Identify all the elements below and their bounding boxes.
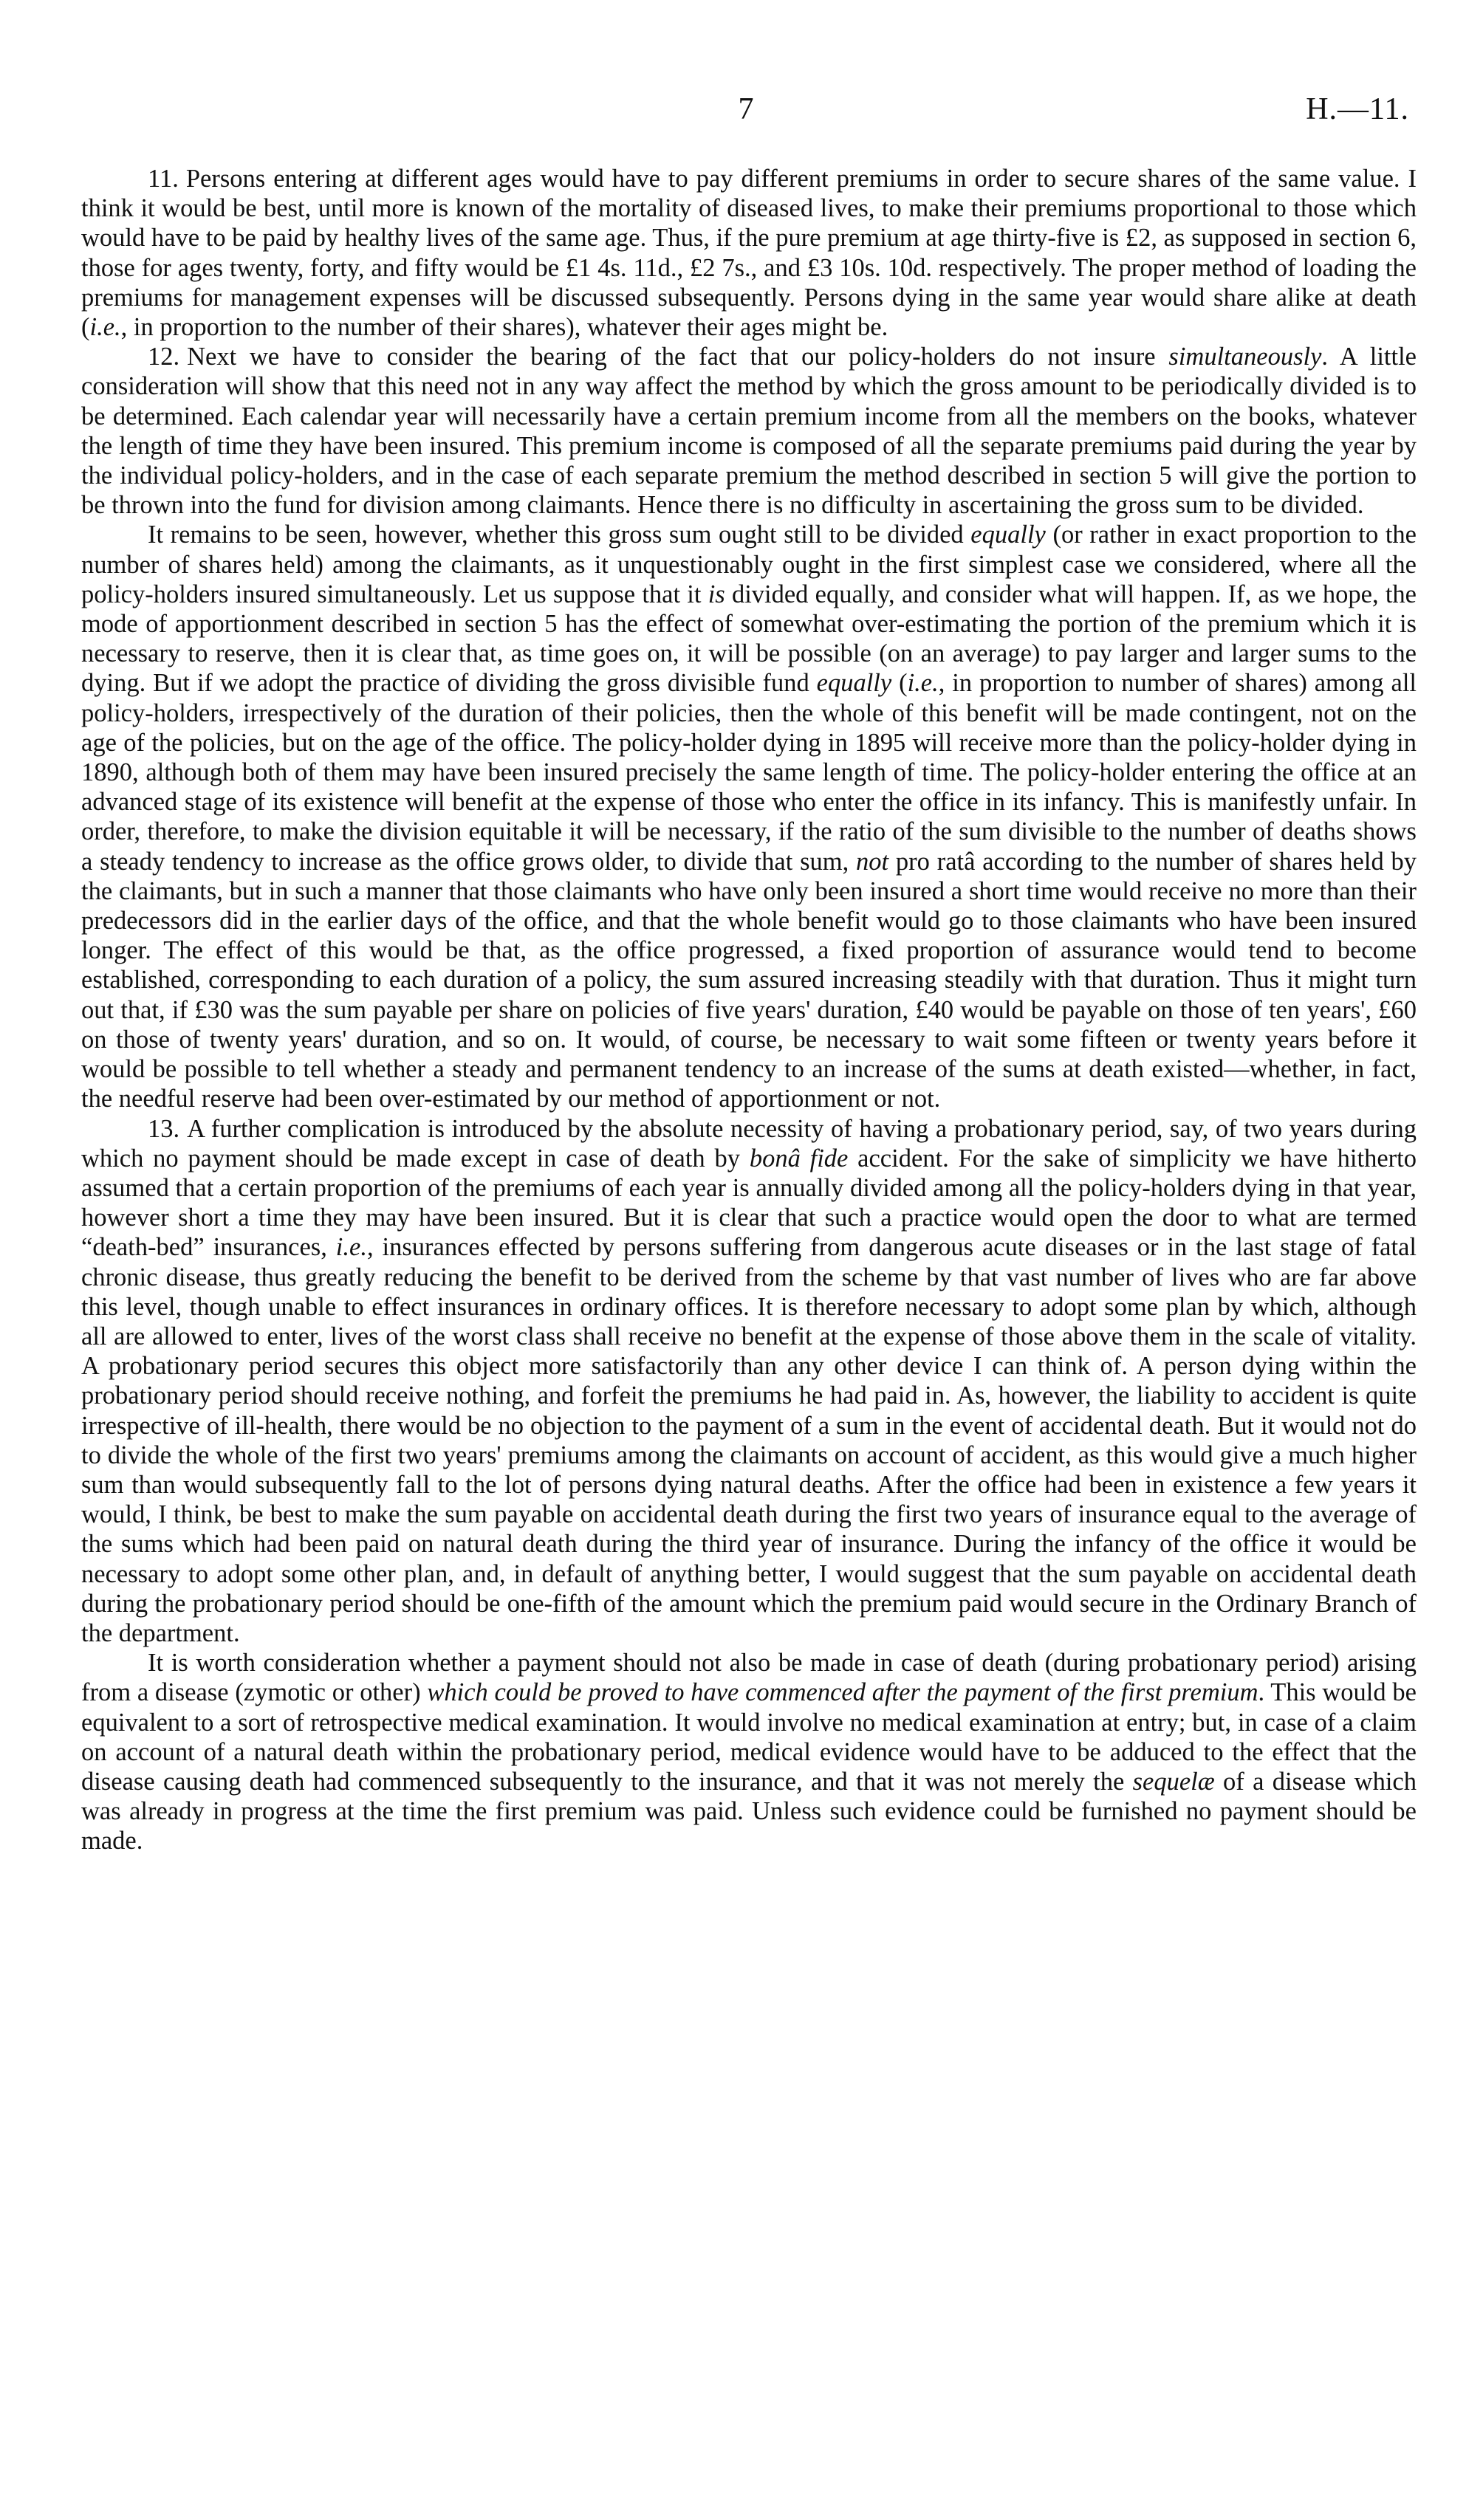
paragraph (81, 1648, 1417, 1855)
text-segment: . A little consideration will show that this need not in any way affect the method by which the gross amount to be periodically divided is to be determined. Each calendar year will necessarily have a certain premium income from all the members on the books, whatever the length of time they have been insured. This premium income is composed of all the separate premiums paid during the year by the individual policy-holders, and in the case of each separate premium the method described in section 5 will give the portion to be thrown into the fund for division among claimants. Hence there is no difficulty in ascertaining the gross sum to be divided. (81, 343, 1417, 520)
paragraph (81, 342, 1417, 520)
italic-text: i.e. (335, 1233, 367, 1262)
italic-text: which could be proved to have commenced after the payment of the first premium (427, 1678, 1258, 1707)
text-segment: It is worth consideration whether a payment should not also be made in case of death (during probationary period) arising from a disease (zymotic or other) (81, 1649, 1417, 1707)
italic-text: equally (970, 521, 1046, 549)
italic-text: i.e. (907, 669, 939, 698)
paragraph-number: 11. (148, 165, 179, 193)
italic-text: i.e. (89, 313, 121, 342)
italic-text: bonâ fide (749, 1144, 849, 1173)
italic-text: sequelæ (1132, 1767, 1215, 1796)
paragraph (81, 1114, 1417, 1649)
body-text (81, 164, 1417, 1856)
document-reference: H.—11. (1306, 92, 1409, 126)
text-segment: , insurances effected by persons suffering from dangerous acute diseases or in the last stage of fatal chronic disease, thus greatly reducing the benefit to be derived from the scheme by that vast number of lives who are far above this level, though unable to effect insurances in ordinary offices. It is therefore necessary to adopt some plan by which, although all are allowed to enter, lives of the worst class shall receive no benefit at the expense of those above them in the scale of vitality. A probationary period secures this object more satisfactorily than any other device I can think of. A person dying within the probationary period should receive nothing, and forfeit the premiums he had paid in. As, however, the liability to accident is quite irrespective of ill-health, there would be no objection to the payment of a sum in the event of accidental death. But it would not do to divide the whole of the first two years' premiums among the claimants on account of accident, as this would give a much higher sum than would subsequently fall to the lot of persons dying natural deaths. After the office had been in existence a few years it would, I think, be best to make the sum payable on accidental death during the first two years of insurance equal to the average of the sums which had been paid on natural death during the third year of insurance. During the infancy of the office it would be necessary to adopt some other plan, and, in default of anything better, I would suggest that the sum payable on accidental death during the probationary period should be one-fifth of the amount which the premium paid would secure in the Ordinary Branch of the department. (81, 1233, 1417, 1647)
text-segment: accident. For the sake of simplicity we have hitherto assumed that a certain proportion of the premiums of each year is annually divided among all the policy-holders dying in that year, however short a time they may have been insured. But it is clear that such a practice would open the door to what are termed “death-bed” insurances, (81, 1144, 1417, 1262)
text-segment: Persons entering at different ages would have to pay different premiums in order to secure shares of the same value. I think it would be best, until more is known of the mortality of diseased lives, to make their premiums proportional to those which would have to be paid by healthy lives of the same age. Thus, if the pure premium at age thirty-five is £2, as supposed in section 6, those for ages twenty, forty, and fifty would be £1 4s. 11d., £2 7s., and £3 10s. 10d. respectively. The proper method of loading the premiums for management expenses will be discussed subsequently. Persons dying in the same year would share alike at death ( (81, 165, 1417, 342)
paragraph (81, 520, 1417, 1113)
italic-text: simultaneously (1168, 343, 1322, 371)
italic-text: is (708, 580, 725, 608)
text-segment: , in proportion to number of shares) among all policy-holders, irrespectively of the duration of their policies, then the whole of this benefit will be made contingent, not on the age of the policies, but on the age of the office. The policy-holder dying in 1895 will receive more than the policy-holder dying in 1890, although both of them may have been insured precisely the same length of time. The policy-holder entering the office at an advanced stage of its existence will benefit at the expense of those who enter the office in its infancy. This is manifestly unfair. In order, therefore, to make the division equitable it will be necessary, if the ratio of the sum divisible to the number of deaths shows a steady tendency to increase as the office grows older, to divide that sum, (81, 669, 1417, 876)
text-segment: . This would be equivalent to a sort of retrospective medical examination. It would involve no medical examination at entry; but, in case of a claim on account of a natural death within the probationary period, medical evidence would have to be adduced to the effect that the disease causing death had commenced subsequently to the insurance, and that it was not merely the (81, 1678, 1417, 1796)
page-number: 7 (738, 92, 754, 126)
italic-text: not (856, 847, 889, 876)
text-segment: pro ratâ according to the number of shares held by the claimants, but in such a manner that those claimants who have only been insured a short time would receive no more than their predecessors did in the earlier days of the office, and that the whole benefit would go to those claimants who have been insured longer. The effect of this would be that, as the office progressed, a fixed proportion of assurance would tend to become established, corresponding to each duration of a policy, the sum assured increasing steadily with that duration. Thus it might turn out that, if £30 was the sum payable per share on policies of five years' duration, £40 would be payable on those of ten years', £60 on those of twenty years' duration, and so on. It would, of course, be necessary to wait some fifteen or twenty years before it would be possible to tell whether a steady and permanent tendency to an increase of the sums at death existed—whether, in fact, the needful reserve had been over-estimated by our method of apportionment or not. (81, 847, 1417, 1113)
italic-text: equally (816, 669, 892, 698)
text-segment: It remains to be seen, however, whether this gross sum ought still to be divided (148, 521, 971, 549)
text-segment: , in proportion to the number of their shares), whatever their ages might be. (120, 313, 888, 342)
paragraph (81, 164, 1417, 342)
paragraph-number: 13. (148, 1114, 180, 1143)
text-segment: ( (891, 669, 908, 698)
page-header (0, 87, 1483, 131)
text-segment: Next we have to consider the bearing of the fact that our policy-holders do not insure (187, 343, 1169, 371)
paragraph-number: 12. (148, 343, 180, 371)
text-segment: of a disease which was already in progress at the time the first premium was paid. Unless such evidence could be furnished no payment should be made. (81, 1767, 1417, 1855)
text-segment: divided equally, and consider what will happen. If, as we hope, the mode of apportionment described in section 5 has the effect of somewhat over-estimating the portion of the premium which it is necessary to reserve, then it is clear that, as time goes on, it will be possible (on an average) to pay larger and larger sums to the dying. But if we adopt the practice of dividing the gross divisible fund (81, 580, 1417, 698)
text-segment: (or rather in exact proportion to the number of shares held) among the claimants, as it unquestionably ought in the first simplest case we considered, where all the policy-holders insured simultaneously. Let us suppose that it (81, 521, 1417, 608)
text-segment: A further complication is introduced by the absolute necessity of having a probationary period, say, of two years during which no payment should be made except in case of death by (81, 1114, 1417, 1173)
